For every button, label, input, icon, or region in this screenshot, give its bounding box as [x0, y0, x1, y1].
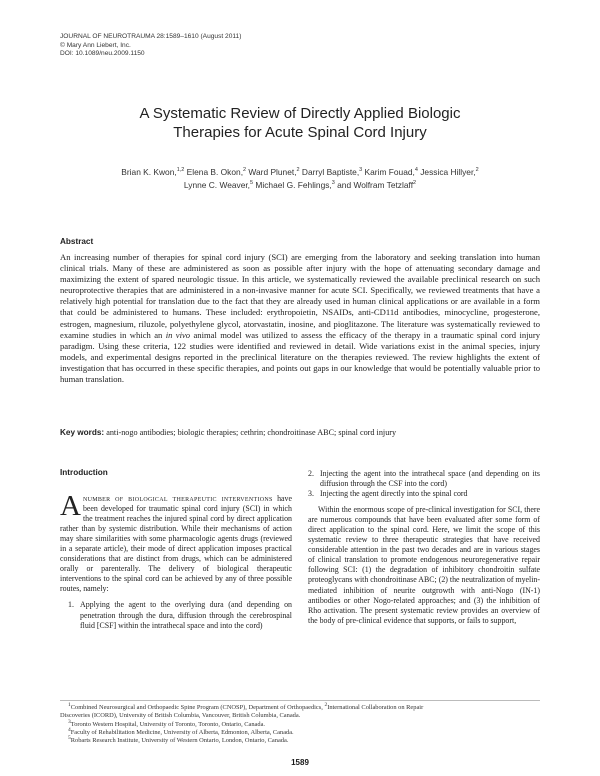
article-title [60, 104, 540, 142]
journal-citation: JOURNAL OF NEUROTRAUMA 28:1589–1610 (August 2011) [60, 33, 242, 40]
intro-paragraph-1-text: have been developed for traumatic spinal cord injury (SCI) in which the treatment reaches the injured spinal cord by direct application rather than by systemic distribution. While their mechanisms of action may share similarities with some pharmacologic agents drugs (reviewed in a separate article), their mode of direct application imposes practical considerations that are distinct from drugs, which can be administered orally or parenterally. The delivery of biological therapeutic interventions to the spinal cord can be achieved by any of three possible routes, namely: [60, 494, 292, 594]
author-name: Ward Plunet, [246, 167, 297, 177]
author-name: Brian K. Kwon, [121, 167, 177, 177]
abstract-heading: Abstract [60, 237, 94, 246]
author-list [60, 166, 540, 192]
drop-cap: A [60, 490, 81, 522]
title-line-1: A Systematic Review of Directly Applied Biologic [139, 105, 461, 122]
author-affiliation: 2 [475, 167, 479, 174]
author-name: Elena B. Okon, [184, 167, 244, 177]
delivery-routes-list [60, 600, 292, 630]
footnote-line: Discoveries (ICORD), University of British Columbia, Vancouver, British Columbia, Canada. [60, 712, 301, 720]
author-name: Karim Fouad, [362, 167, 415, 177]
abstract-body [60, 252, 540, 385]
list-item: 1. Applying the agent to the overlying dura (and depending on penetration through the dura, diffusion through the cerebrospinal fluid [CSF] within the intrathecal space and into the cord) [68, 600, 292, 630]
author-affiliation: 1,2 [176, 167, 185, 174]
author-affiliation: 2 [296, 167, 300, 174]
doi-line: DOI: 10.1089/neu.2009.1150 [60, 50, 145, 58]
footnote-line: $^3$Toronto Western Hospital, University of Toronto, Toronto, Ontario, Canada. [68, 718, 266, 728]
left-column [60, 490, 292, 631]
keywords [60, 427, 540, 438]
author-name: Jessica Hillyer, [417, 167, 476, 177]
author-affiliation: 2 [243, 167, 247, 174]
intro-smallcaps: number of biological therapeutic interventions [82, 494, 273, 503]
author-affiliation: 2 [413, 180, 417, 187]
author-affiliation: 3 [359, 167, 363, 174]
author-line-2 [60, 179, 540, 192]
page-number: 1589 [291, 758, 309, 767]
introduction-heading: Introduction [60, 468, 108, 477]
author-name: and Wolfram Tetzlaff [334, 180, 414, 190]
keywords-label: Key words: [60, 428, 105, 437]
author-line-1 [60, 166, 540, 179]
footnote-line: $^4$Faculty of Rehabilitation Medicine, University of Alberta, Edmonton, Alberta, Canada. [68, 726, 294, 736]
list-item: 2. Injecting the agent into the intrathecal space (and depending on its diffusion through the CSF into the cord) [308, 469, 540, 489]
footnote-line: $^1$Combined Neurosurgical and Orthopaedic Spine Program (CNOSP), Department of Orthopaedics, $^2$International Collaboration on Repair [68, 701, 424, 711]
author-affiliation: 4 [414, 167, 418, 174]
author-affiliation: 5 [250, 180, 254, 187]
footnote-divider [60, 700, 540, 701]
title-line-2: Therapies for Acute Spinal Cord Injury [173, 124, 427, 141]
author-name: Michael G. Fehlings, [253, 180, 332, 190]
list-item: 3. Injecting the agent directly into the spinal cord [308, 489, 468, 499]
intro-paragraph-1 [60, 490, 292, 594]
copyright-line: © Mary Ann Liebert, Inc. [60, 41, 131, 49]
author-affiliation: 3 [331, 180, 335, 187]
author-name: Lynne C. Weaver, [183, 180, 251, 190]
delivery-routes-list-continued [308, 469, 540, 499]
affiliation-footnotes [60, 701, 540, 745]
right-column [308, 469, 540, 626]
abstract-text-1: An increasing number of therapies for spinal cord injury (SCI) are emerging from the laboratory and seeking translation into human clinical trials. Many of these are administered as soon as possible after injury with the hope of attenuating secondary damage and maximizing the extent of spared neurologic tissue. In this article, we systematically reviewed the available preclinical research on such neuroprotective therapies that are administered in a non-invasive manner for acute SCI. Specifically, we reviewed treatments that have a relatively high potential for translation due to the fact that they are already used in human clinical applications or are available in a form that could be administered to humans. These included: erythropoietin, NSAIDs, anti-CD11d antibodies, minocycline, progesterone, estrogen, magnesium, riluzole, polyethylene glycol, atorvastatin, inosine, and pioglitazone. The literature was systematically reviewed to examine studies in which an [60, 252, 540, 340]
intro-paragraph-2: Within the enormous scope of pre-clinical investigation for SCI, there are numerous compounds that have been evaluated after some form of direct application to the spinal cord. Here, we limit the scope of this systematic review to three therapeutic strategies that have received considerable attention in the past two decades and are in various stages of clinical translation to promote endogenous neuroregenerative repair following SCI: (1) the degradation of inhibitory chondroitin sulfate proteoglycans with chondroitinase ABC; (2) the neutralization of myelin-mediated inhibition of neurite outgrowth with anti-Nogo (IN-1) antibodies or other Nogo-related approaches; and (3) the inhibition of Rho activation. The present systematic review provides an overview of the body of pre-clinical evidence that supports, or fails to support, [308, 505, 540, 625]
abstract-italic: in vivo [165, 329, 191, 340]
keywords-text: anti-nogo antibodies; biologic therapies; cethrin; chondroitinase ABC; spinal cord injury [104, 428, 397, 437]
footnote-line: $^5$Robarts Research Institute, University of Western Ontario, London, Ontario, Canada. [68, 735, 289, 745]
journal-header [60, 33, 241, 59]
abstract-text-2: animal model was utilized to assess the efficacy of the therapy in a traumatic spinal cord injury paradigm. Using these criteria, 122 studies were identified and reviewed in detail. Wide variations exist in the animal species, injury models, and experimental designs reported in the preclinical literature on the therapies reviewed. The review highlights the extent of investigation that has occurred in these specific therapies, and points out gaps in our knowledge that would be potentially valuable prior to human translation. [60, 329, 540, 385]
author-name: Darryl Baptiste, [299, 167, 360, 177]
